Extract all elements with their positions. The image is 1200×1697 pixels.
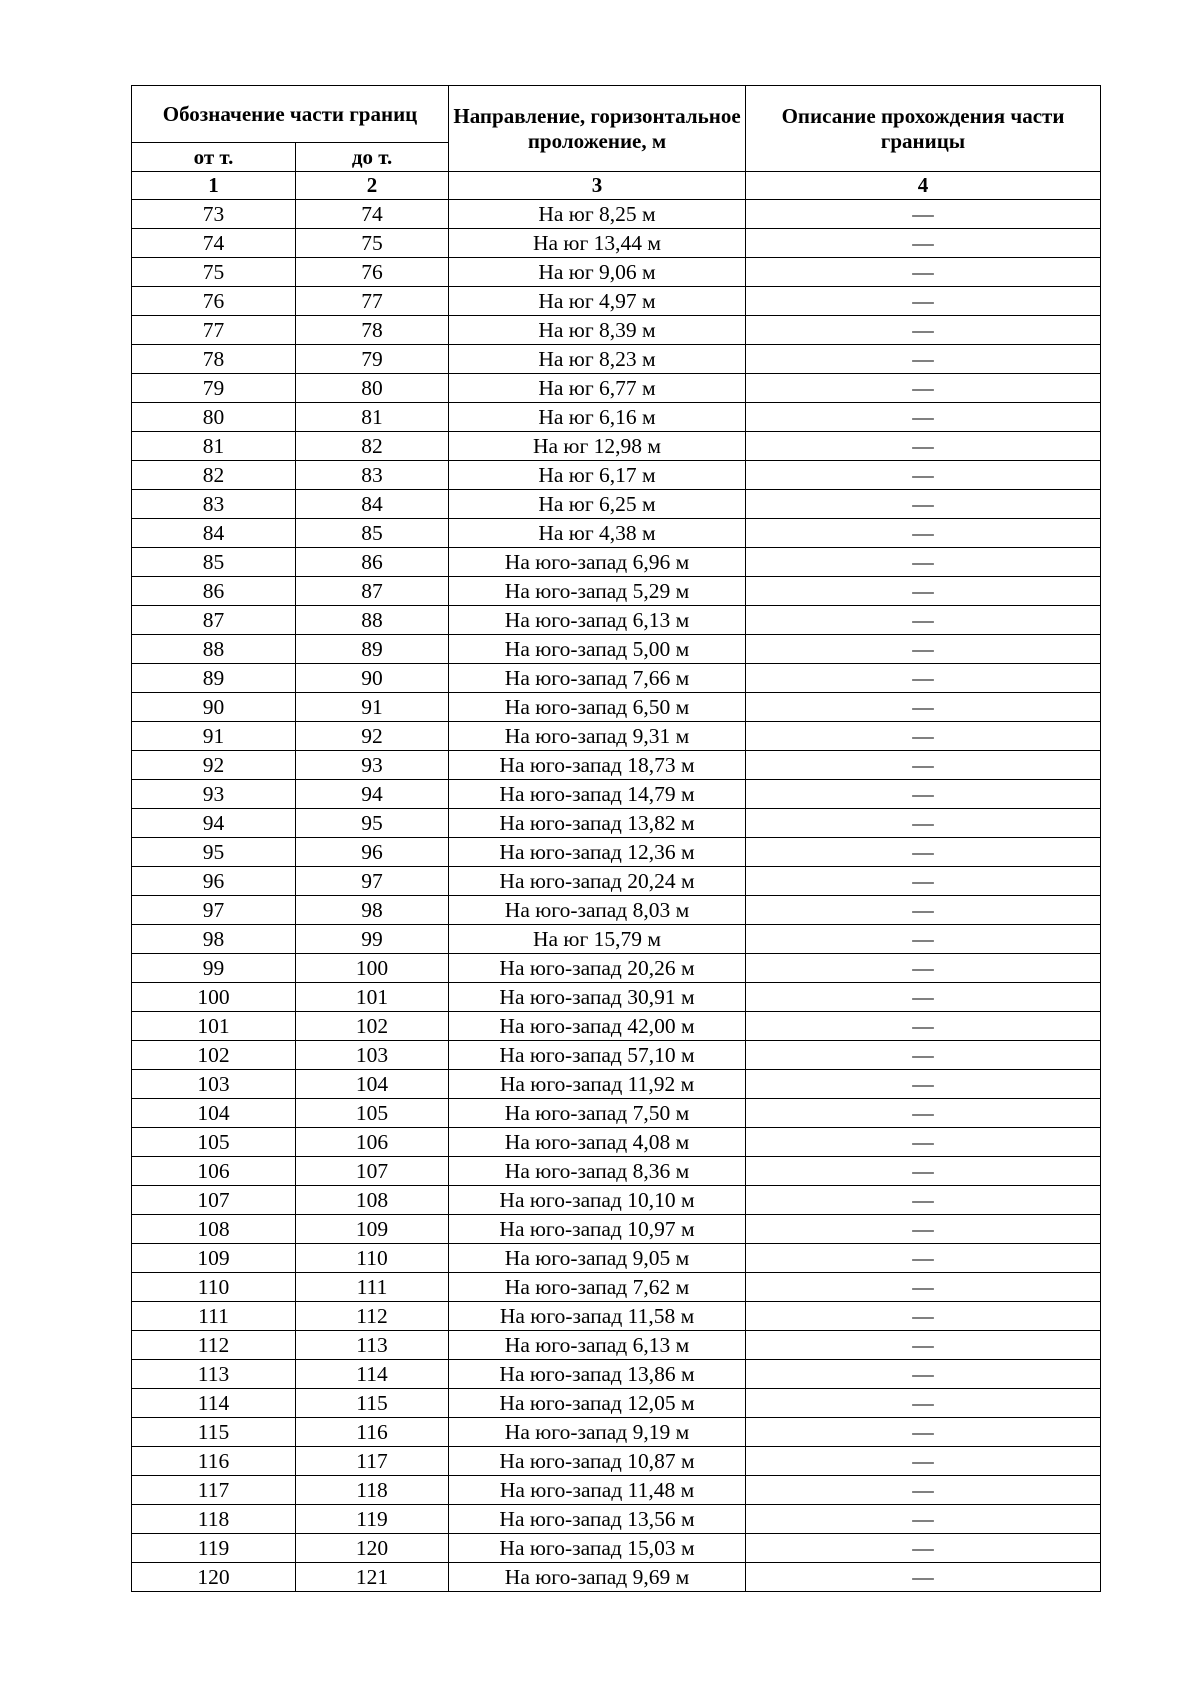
cell-from: 92 bbox=[132, 751, 296, 780]
cell-to: 109 bbox=[296, 1215, 449, 1244]
cell-description: — bbox=[746, 1447, 1101, 1476]
cell-direction: На юго-запад 8,36 м bbox=[449, 1157, 746, 1186]
cell-description: — bbox=[746, 1302, 1101, 1331]
cell-to: 110 bbox=[296, 1244, 449, 1273]
table-row bbox=[132, 1012, 1101, 1041]
cell-description: — bbox=[746, 1331, 1101, 1360]
cell-description: — bbox=[746, 258, 1101, 287]
cell-to: 113 bbox=[296, 1331, 449, 1360]
cell-description: — bbox=[746, 693, 1101, 722]
cell-description: — bbox=[746, 1418, 1101, 1447]
table-row bbox=[132, 925, 1101, 954]
cell-to: 108 bbox=[296, 1186, 449, 1215]
cell-description: — bbox=[746, 1215, 1101, 1244]
cell-from: 100 bbox=[132, 983, 296, 1012]
cell-from: 94 bbox=[132, 809, 296, 838]
cell-from: 97 bbox=[132, 896, 296, 925]
cell-description: — bbox=[746, 1157, 1101, 1186]
cell-to: 90 bbox=[296, 664, 449, 693]
cell-to: 117 bbox=[296, 1447, 449, 1476]
cell-direction: На юго-запад 9,19 м bbox=[449, 1418, 746, 1447]
cell-direction: На юго-запад 9,05 м bbox=[449, 1244, 746, 1273]
cell-direction: На юг 4,97 м bbox=[449, 287, 746, 316]
cell-description: — bbox=[746, 1505, 1101, 1534]
cell-direction: На юг 6,16 м bbox=[449, 403, 746, 432]
table-row bbox=[132, 693, 1101, 722]
cell-to: 115 bbox=[296, 1389, 449, 1418]
table-row bbox=[132, 345, 1101, 374]
cell-to: 75 bbox=[296, 229, 449, 258]
cell-to: 111 bbox=[296, 1273, 449, 1302]
cell-direction: На юг 8,25 м bbox=[449, 200, 746, 229]
cell-from: 80 bbox=[132, 403, 296, 432]
table-row bbox=[132, 1476, 1101, 1505]
cell-from: 83 bbox=[132, 490, 296, 519]
cell-description: — bbox=[746, 316, 1101, 345]
cell-description: — bbox=[746, 1070, 1101, 1099]
cell-from: 102 bbox=[132, 1041, 296, 1070]
table-row bbox=[132, 1186, 1101, 1215]
cell-to: 87 bbox=[296, 577, 449, 606]
cell-description: — bbox=[746, 461, 1101, 490]
cell-direction: На юго-запад 20,26 м bbox=[449, 954, 746, 983]
cell-to: 95 bbox=[296, 809, 449, 838]
table-row bbox=[132, 838, 1101, 867]
cell-from: 117 bbox=[132, 1476, 296, 1505]
cell-to: 93 bbox=[296, 751, 449, 780]
cell-description: — bbox=[746, 1128, 1101, 1157]
cell-description: — bbox=[746, 403, 1101, 432]
cell-direction: На юго-запад 5,00 м bbox=[449, 635, 746, 664]
cell-from: 85 bbox=[132, 548, 296, 577]
table-row bbox=[132, 1447, 1101, 1476]
table-row bbox=[132, 983, 1101, 1012]
cell-direction: На юго-запад 15,03 м bbox=[449, 1534, 746, 1563]
cell-description: — bbox=[746, 1389, 1101, 1418]
cell-direction: На юго-запад 57,10 м bbox=[449, 1041, 746, 1070]
table-row bbox=[132, 1534, 1101, 1563]
cell-from: 99 bbox=[132, 954, 296, 983]
table-row bbox=[132, 606, 1101, 635]
cell-to: 81 bbox=[296, 403, 449, 432]
cell-to: 120 bbox=[296, 1534, 449, 1563]
cell-direction: На юго-запад 5,29 м bbox=[449, 577, 746, 606]
cell-from: 114 bbox=[132, 1389, 296, 1418]
cell-to: 79 bbox=[296, 345, 449, 374]
cell-from: 112 bbox=[132, 1331, 296, 1360]
cell-direction: На юго-запад 9,69 м bbox=[449, 1563, 746, 1592]
cell-direction: На юго-запад 12,05 м bbox=[449, 1389, 746, 1418]
cell-to: 105 bbox=[296, 1099, 449, 1128]
cell-from: 93 bbox=[132, 780, 296, 809]
cell-from: 73 bbox=[132, 200, 296, 229]
cell-from: 89 bbox=[132, 664, 296, 693]
cell-direction: На юг 12,98 м bbox=[449, 432, 746, 461]
header-num-4: 4 bbox=[746, 172, 1101, 200]
cell-to: 98 bbox=[296, 896, 449, 925]
table-row bbox=[132, 403, 1101, 432]
table-row bbox=[132, 287, 1101, 316]
cell-direction: На юг 8,39 м bbox=[449, 316, 746, 345]
cell-from: 87 bbox=[132, 606, 296, 635]
cell-direction: На юго-запад 10,10 м bbox=[449, 1186, 746, 1215]
table-row bbox=[132, 432, 1101, 461]
cell-from: 74 bbox=[132, 229, 296, 258]
cell-description: — bbox=[746, 954, 1101, 983]
table-row bbox=[132, 722, 1101, 751]
cell-description: — bbox=[746, 287, 1101, 316]
cell-description: — bbox=[746, 577, 1101, 606]
table-row bbox=[132, 519, 1101, 548]
cell-description: — bbox=[746, 229, 1101, 258]
cell-from: 107 bbox=[132, 1186, 296, 1215]
cell-from: 103 bbox=[132, 1070, 296, 1099]
cell-to: 77 bbox=[296, 287, 449, 316]
cell-to: 83 bbox=[296, 461, 449, 490]
cell-to: 118 bbox=[296, 1476, 449, 1505]
cell-direction: На юго-запад 13,82 м bbox=[449, 809, 746, 838]
cell-direction: На юго-запад 7,62 м bbox=[449, 1273, 746, 1302]
cell-direction: На юго-запад 12,36 м bbox=[449, 838, 746, 867]
cell-from: 75 bbox=[132, 258, 296, 287]
cell-direction: На юго-запад 11,48 м bbox=[449, 1476, 746, 1505]
table-row bbox=[132, 577, 1101, 606]
cell-from: 90 bbox=[132, 693, 296, 722]
cell-description: — bbox=[746, 1360, 1101, 1389]
cell-direction: На юго-запад 10,97 м bbox=[449, 1215, 746, 1244]
cell-description: — bbox=[746, 200, 1101, 229]
cell-to: 112 bbox=[296, 1302, 449, 1331]
cell-to: 84 bbox=[296, 490, 449, 519]
cell-to: 80 bbox=[296, 374, 449, 403]
cell-from: 84 bbox=[132, 519, 296, 548]
cell-from: 98 bbox=[132, 925, 296, 954]
table-row bbox=[132, 1215, 1101, 1244]
table-row bbox=[132, 200, 1101, 229]
cell-to: 89 bbox=[296, 635, 449, 664]
cell-description: — bbox=[746, 664, 1101, 693]
cell-from: 77 bbox=[132, 316, 296, 345]
table-row bbox=[132, 1099, 1101, 1128]
cell-description: — bbox=[746, 1186, 1101, 1215]
cell-from: 111 bbox=[132, 1302, 296, 1331]
table-row bbox=[132, 954, 1101, 983]
table-row bbox=[132, 1244, 1101, 1273]
cell-from: 81 bbox=[132, 432, 296, 461]
table-row bbox=[132, 780, 1101, 809]
cell-description: — bbox=[746, 1099, 1101, 1128]
cell-to: 104 bbox=[296, 1070, 449, 1099]
table-row bbox=[132, 316, 1101, 345]
cell-description: — bbox=[746, 1563, 1101, 1592]
table-row bbox=[132, 1070, 1101, 1099]
cell-direction: На юг 4,38 м bbox=[449, 519, 746, 548]
header-num-1: 1 bbox=[132, 172, 296, 200]
cell-direction: На юго-запад 10,87 м bbox=[449, 1447, 746, 1476]
cell-from: 119 bbox=[132, 1534, 296, 1563]
cell-direction: На юго-запад 9,31 м bbox=[449, 722, 746, 751]
header-group-label: Обозначение части границ bbox=[132, 86, 449, 143]
cell-direction: На юг 6,17 м bbox=[449, 461, 746, 490]
cell-direction: На юг 6,77 м bbox=[449, 374, 746, 403]
header-direction: Направление, горизонтальное проложение, м bbox=[449, 86, 746, 172]
table-row bbox=[132, 1157, 1101, 1186]
cell-from: 115 bbox=[132, 1418, 296, 1447]
table-row bbox=[132, 1273, 1101, 1302]
cell-description: — bbox=[746, 432, 1101, 461]
table-row bbox=[132, 1505, 1101, 1534]
cell-to: 82 bbox=[296, 432, 449, 461]
cell-direction: На юго-запад 13,56 м bbox=[449, 1505, 746, 1534]
cell-from: 88 bbox=[132, 635, 296, 664]
cell-to: 99 bbox=[296, 925, 449, 954]
cell-direction: На юг 13,44 м bbox=[449, 229, 746, 258]
header-num-3: 3 bbox=[449, 172, 746, 200]
cell-direction: На юго-запад 13,86 м bbox=[449, 1360, 746, 1389]
cell-from: 86 bbox=[132, 577, 296, 606]
table-row bbox=[132, 1418, 1101, 1447]
table-row bbox=[132, 258, 1101, 287]
table-row bbox=[132, 1128, 1101, 1157]
cell-to: 94 bbox=[296, 780, 449, 809]
cell-to: 119 bbox=[296, 1505, 449, 1534]
cell-to: 102 bbox=[296, 1012, 449, 1041]
cell-from: 101 bbox=[132, 1012, 296, 1041]
cell-description: — bbox=[746, 722, 1101, 751]
table-row bbox=[132, 867, 1101, 896]
cell-description: — bbox=[746, 867, 1101, 896]
cell-description: — bbox=[746, 780, 1101, 809]
cell-direction: На юг 8,23 м bbox=[449, 345, 746, 374]
cell-from: 106 bbox=[132, 1157, 296, 1186]
table-row bbox=[132, 809, 1101, 838]
cell-description: — bbox=[746, 1244, 1101, 1273]
cell-to: 88 bbox=[296, 606, 449, 635]
cell-direction: На юго-запад 11,58 м bbox=[449, 1302, 746, 1331]
cell-direction: На юго-запад 14,79 м bbox=[449, 780, 746, 809]
table-body bbox=[132, 200, 1101, 1592]
cell-from: 110 bbox=[132, 1273, 296, 1302]
cell-to: 97 bbox=[296, 867, 449, 896]
cell-description: — bbox=[746, 345, 1101, 374]
cell-to: 78 bbox=[296, 316, 449, 345]
cell-from: 113 bbox=[132, 1360, 296, 1389]
cell-direction: На юго-запад 6,96 м bbox=[449, 548, 746, 577]
cell-from: 95 bbox=[132, 838, 296, 867]
cell-description: — bbox=[746, 809, 1101, 838]
cell-from: 78 bbox=[132, 345, 296, 374]
table-row bbox=[132, 635, 1101, 664]
cell-description: — bbox=[746, 1041, 1101, 1070]
cell-to: 76 bbox=[296, 258, 449, 287]
cell-from: 82 bbox=[132, 461, 296, 490]
table-row bbox=[132, 1563, 1101, 1592]
cell-description: — bbox=[746, 490, 1101, 519]
header-to: до т. bbox=[296, 143, 449, 172]
cell-description: — bbox=[746, 896, 1101, 925]
cell-description: — bbox=[746, 519, 1101, 548]
table-row bbox=[132, 1041, 1101, 1070]
table-row bbox=[132, 461, 1101, 490]
cell-from: 108 bbox=[132, 1215, 296, 1244]
cell-direction: На юг 6,25 м bbox=[449, 490, 746, 519]
cell-to: 103 bbox=[296, 1041, 449, 1070]
cell-from: 116 bbox=[132, 1447, 296, 1476]
cell-direction: На юг 15,79 м bbox=[449, 925, 746, 954]
cell-to: 92 bbox=[296, 722, 449, 751]
cell-direction: На юго-запад 8,03 м bbox=[449, 896, 746, 925]
cell-to: 107 bbox=[296, 1157, 449, 1186]
cell-direction: На юго-запад 6,13 м bbox=[449, 1331, 746, 1360]
cell-from: 109 bbox=[132, 1244, 296, 1273]
cell-direction: На юго-запад 6,13 м bbox=[449, 606, 746, 635]
table-row bbox=[132, 1331, 1101, 1360]
cell-to: 86 bbox=[296, 548, 449, 577]
cell-to: 100 bbox=[296, 954, 449, 983]
cell-to: 116 bbox=[296, 1418, 449, 1447]
table-row bbox=[132, 1360, 1101, 1389]
cell-from: 104 bbox=[132, 1099, 296, 1128]
cell-to: 91 bbox=[296, 693, 449, 722]
header-description: Описание прохождения части границы bbox=[746, 86, 1101, 172]
table-row bbox=[132, 1389, 1101, 1418]
cell-to: 85 bbox=[296, 519, 449, 548]
cell-description: — bbox=[746, 374, 1101, 403]
header-num-2: 2 bbox=[296, 172, 449, 200]
table-row bbox=[132, 374, 1101, 403]
cell-description: — bbox=[746, 751, 1101, 780]
table-row bbox=[132, 664, 1101, 693]
cell-from: 76 bbox=[132, 287, 296, 316]
cell-direction: На юго-запад 7,66 м bbox=[449, 664, 746, 693]
cell-from: 91 bbox=[132, 722, 296, 751]
cell-direction: На юг 9,06 м bbox=[449, 258, 746, 287]
cell-description: — bbox=[746, 635, 1101, 664]
table-row bbox=[132, 896, 1101, 925]
cell-description: — bbox=[746, 1012, 1101, 1041]
cell-description: — bbox=[746, 1534, 1101, 1563]
table-row bbox=[132, 751, 1101, 780]
cell-description: — bbox=[746, 983, 1101, 1012]
table-row bbox=[132, 548, 1101, 577]
table-header bbox=[132, 86, 1101, 200]
cell-direction: На юго-запад 6,50 м bbox=[449, 693, 746, 722]
cell-to: 121 bbox=[296, 1563, 449, 1592]
table-row bbox=[132, 490, 1101, 519]
cell-from: 120 bbox=[132, 1563, 296, 1592]
cell-to: 114 bbox=[296, 1360, 449, 1389]
table-row bbox=[132, 1302, 1101, 1331]
cell-direction: На юго-запад 42,00 м bbox=[449, 1012, 746, 1041]
cell-to: 96 bbox=[296, 838, 449, 867]
table-row bbox=[132, 229, 1101, 258]
cell-direction: На юго-запад 4,08 м bbox=[449, 1128, 746, 1157]
cell-to: 106 bbox=[296, 1128, 449, 1157]
cell-description: — bbox=[746, 1476, 1101, 1505]
cell-from: 118 bbox=[132, 1505, 296, 1534]
header-from: от т. bbox=[132, 143, 296, 172]
cell-description: — bbox=[746, 925, 1101, 954]
cell-direction: На юго-запад 20,24 м bbox=[449, 867, 746, 896]
boundary-table bbox=[131, 85, 1101, 1592]
cell-description: — bbox=[746, 1273, 1101, 1302]
cell-description: — bbox=[746, 606, 1101, 635]
cell-description: — bbox=[746, 838, 1101, 867]
cell-to: 74 bbox=[296, 200, 449, 229]
cell-to: 101 bbox=[296, 983, 449, 1012]
cell-from: 96 bbox=[132, 867, 296, 896]
cell-direction: На юго-запад 11,92 м bbox=[449, 1070, 746, 1099]
cell-from: 79 bbox=[132, 374, 296, 403]
cell-description: — bbox=[746, 548, 1101, 577]
cell-direction: На юго-запад 30,91 м bbox=[449, 983, 746, 1012]
cell-direction: На юго-запад 7,50 м bbox=[449, 1099, 746, 1128]
cell-from: 105 bbox=[132, 1128, 296, 1157]
cell-direction: На юго-запад 18,73 м bbox=[449, 751, 746, 780]
